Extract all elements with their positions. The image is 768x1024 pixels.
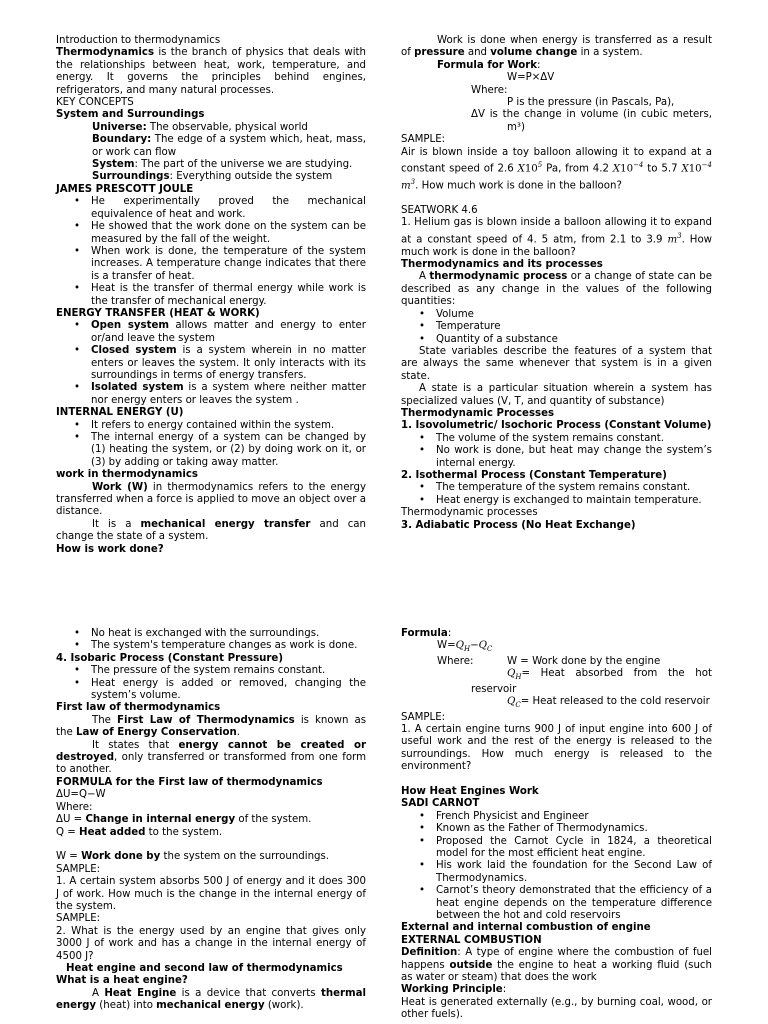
joule-heading: JAMES PRESCOTT JOULE [56,183,194,195]
intro-paragraph: Thermodynamics is the branch of physics that deals with the relationships between heat, work, temperature, and energy. It governs the principles behind engines, refrigerators, and many natural processes. [56,47,366,96]
list-item: • When work is done, the temperature of the system increases. A temperature change indicates that there is a transfer of heat. [56,246,366,283]
heat-engine-formula: $W=Q_H-Q_C$ [437,640,493,654]
list-item: • The internal energy of a system can be changed by (1) heating the system, or (2) by doing work on it, or (3) by adding or taking away matter. [56,432,366,469]
where-label: Where: [56,801,93,813]
quantities-list [401,309,712,346]
where-label: Where: [471,84,508,96]
first-law-heading: First law of thermodynamics [56,702,221,714]
key-concepts-heading: KEY CONCEPTS [56,97,134,109]
boundary-definition: Boundary: The edge of a system which, heat, mass, or work can flow [92,134,366,158]
formula-label: Formula: [401,628,452,639]
isochoric-heading: 1. Isovolumetric/ Isochoric Process (Constant Volume) [401,420,712,432]
adiabatic-heading: 3. Adiabatic Process (No Heat Exchange) [401,519,636,531]
process-paragraph: A thermodynamic process or a change of state can be described as any change in the values of the following quantities: [401,271,712,308]
sample-balloon: Air is blown inside a toy balloon allowing it to expand at a constant speed of 2.6 $X10^5$ Pa, from 4.2 $X10^{-4}$ to 5.7 $X10^{-4}$ $m^3$. How much work is done in the balloon? [401,146,712,192]
column-bottom-left [56,628,366,1013]
qc-definition: $Q_C=$ Heat released to the cold reservoir [507,696,710,710]
sample-label: SAMPLE: [56,863,101,875]
isochoric-list [401,433,712,470]
list-item: • Closed system is a system wherein in no matter enters or leaves the system. It only interacts with its surroundings in terms of energy transfers. [56,345,366,382]
sample-label: SAMPLE: [401,711,446,723]
list-item: • Heat energy is exchanged to maintain temperature. [401,495,712,507]
list-item: • Isolated system is a system where neither matter nor energy enters or leaves the system . [56,382,366,407]
qh-definition: $Q_H=$ Heat absorbed from the hot reservoir [471,668,712,695]
first-law-formula: ΔU=Q−W [56,789,106,801]
list-item: • The volume of the system remains constant. [401,433,712,445]
universe-definition: Universe: The observable, physical world [92,121,308,133]
list-item: • French Physicist and Engineer [401,811,712,823]
formula-work-label: Formula for Work: [437,59,541,71]
list-item: • Volume [401,309,712,321]
sample-question: 1. A certain engine turns 900 J of input engine into 600 J of useful work and the rest of the energy is released to the surroundings. How much energy is released to the environment? [401,723,712,773]
surroundings-definition: Surroundings: Everything outside the system [92,171,333,183]
list-item: • His work laid the foundation for the Second Law of Thermodynamics. [401,860,712,885]
mechanical-paragraph: It is a mechanical energy transfer and can change the state of a system. [56,518,366,543]
column-top-right [401,35,712,532]
carnot-list [401,811,712,923]
seatwork-question: 1. Helium gas is blown inside a balloon allowing it to expand at a constant speed of 4. 5 atm, from 2.1 to 3.9 $m^3$. How much work is done in the balloon? [401,217,713,258]
processes-heading: Thermodynamics and its processes [401,259,603,271]
what-engine-heading: What is a heat engine? [56,975,188,987]
list-item: • No work is done, but heat may change the system’s internal energy. [401,445,712,470]
how-work-heading: How is work done? [56,543,164,555]
list-item: • Heat energy is added or removed, changing the system’s volume. [56,678,366,703]
list-item: • Carnot’s theory demonstrated that the efficiency of a heat engine depends on the temperature difference between the hot and cold reservoirs [401,885,712,922]
how-heat-engines-heading: How Heat Engines Work [401,785,539,797]
list-item: • The pressure of the system remains constant. [56,665,366,677]
q-definition: Q = Heat added to the system. [56,826,223,838]
external-combustion-heading: EXTERNAL COMBUSTION [401,934,542,946]
list-item: • Temperature [401,321,712,333]
work-paragraph: Work (W) in thermodynamics refers to the energy transferred when a force is applied to move an object over a distance. [56,481,366,518]
sample-label: SAMPLE: [56,913,101,925]
work-heading: work in thermodynamics [56,469,198,481]
du-definition: ΔU = Change in internal energy of the system. [56,814,312,826]
isothermal-list [401,482,712,507]
adiabatic-list [56,628,366,653]
list-item: • Heat is the transfer of thermal energy while work is the transfer of mechanical energy. [56,283,366,308]
definition-paragraph: Definition: A type of engine where the combustion of fuel happens outside the engine to heat a working fluid (such as water or steam) that does the work [401,947,712,984]
list-item: • Quantity of a substance [401,334,712,346]
where-row: Where: W = Work done by the engine [437,655,661,667]
list-item: • Known as the Father of Thermodynamics. [401,823,712,835]
first-law-paragraph: The First Law of Thermodynamics is known as the Law of Energy Conservation. [56,714,367,739]
joule-list [56,196,366,308]
internal-energy-heading: INTERNAL ENERGY (U) [56,407,184,419]
column-top-left [56,35,366,556]
heat-engine-heading: Heat engine and second law of thermodynamics [66,962,343,974]
system-surroundings-heading: System and Surroundings [56,109,205,121]
list-item: • He showed that the work done on the system can be measured by the fall of the weight. [56,221,366,246]
pressure-definition: P is the pressure (in Pascals, Pa), [507,97,675,109]
state-definition-paragraph: A state is a particular situation wherein a system has specialized values (V, T, and quantity of substance) [401,383,712,407]
working-principle-text: Heat is generated externally (e.g., by burning coal, wood, or other fuels). [401,996,712,1021]
work-intro-paragraph: Work is done when energy is transferred as a result of pressure and volume change in a system. [401,35,712,59]
w-definition: W = Work done by the system on the surroundings. [56,851,330,863]
intro-title: Introduction to thermodynamics [56,35,221,46]
work-formula: W=P×ΔV [507,72,555,84]
combustion-heading: External and internal combustion of engine [401,922,651,934]
list-item: • He experimentally proved the mechanical equivalence of heat and work. [56,196,366,221]
working-principle-label: Working Principle: [401,984,507,996]
list-item: • The temperature of the system remains constant. [401,482,712,494]
thermodynamic-processes-heading: Thermodynamic Processes [401,407,555,419]
sadi-carnot-heading: SADI CARNOT [401,798,480,810]
isobaric-list [56,665,366,702]
list-item: • It refers to energy contained within the system. [56,420,366,432]
isothermal-heading: 2. Isothermal Process (Constant Temperature) [401,469,667,481]
list-item: • Proposed the Carnot Cycle in 1824, a theoretical model for the most efficient heat engine. [401,836,712,861]
list-item: • Open system allows matter and energy to enter or/and leave the system [56,320,366,345]
sample-question-2: 2. What is the energy used by an engine that gives only 3000 J of work and has a change in the internal energy of 4500 J? [56,925,366,962]
system-definition: System: The part of the universe we are studying. [92,159,353,171]
system-types-list [56,320,366,407]
sample-question-1: 1. A certain system absorbs 500 J of energy and it does 300 J of work. How much is the change in the internal energy of the system. [56,876,366,912]
state-variables-paragraph: State variables describe the features of a system that are always the same whenever that system is in a given state. [401,345,712,382]
list-item: • No heat is exchanged with the surroundings. [56,628,366,640]
conservation-paragraph: It states that energy cannot be created or destroyed, only transferred or transformed from one form to another. [56,739,366,776]
internal-energy-list [56,420,366,470]
heat-engine-paragraph: A Heat Engine is a device that converts thermal energy (heat) into mechanical energy (work). [56,987,366,1012]
column-bottom-right [401,628,712,1022]
energy-transfer-heading: ENERGY TRANSFER (HEAT & WORK) [56,307,260,319]
thermodynamic-processes-plain: Thermodynamic processes [401,507,538,519]
list-item: • The system's temperature changes as work is done. [56,640,366,652]
seatwork-label: SEATWORK 4.6 [401,205,478,217]
isobaric-heading: 4. Isobaric Process (Constant Pressure) [56,652,283,664]
volume-definition: ΔV is the change in volume (in cubic meters, m³) [471,109,712,133]
sample-label: SAMPLE: [401,134,446,146]
first-law-formula-heading: FORMULA for the First law of thermodynamics [56,776,323,788]
